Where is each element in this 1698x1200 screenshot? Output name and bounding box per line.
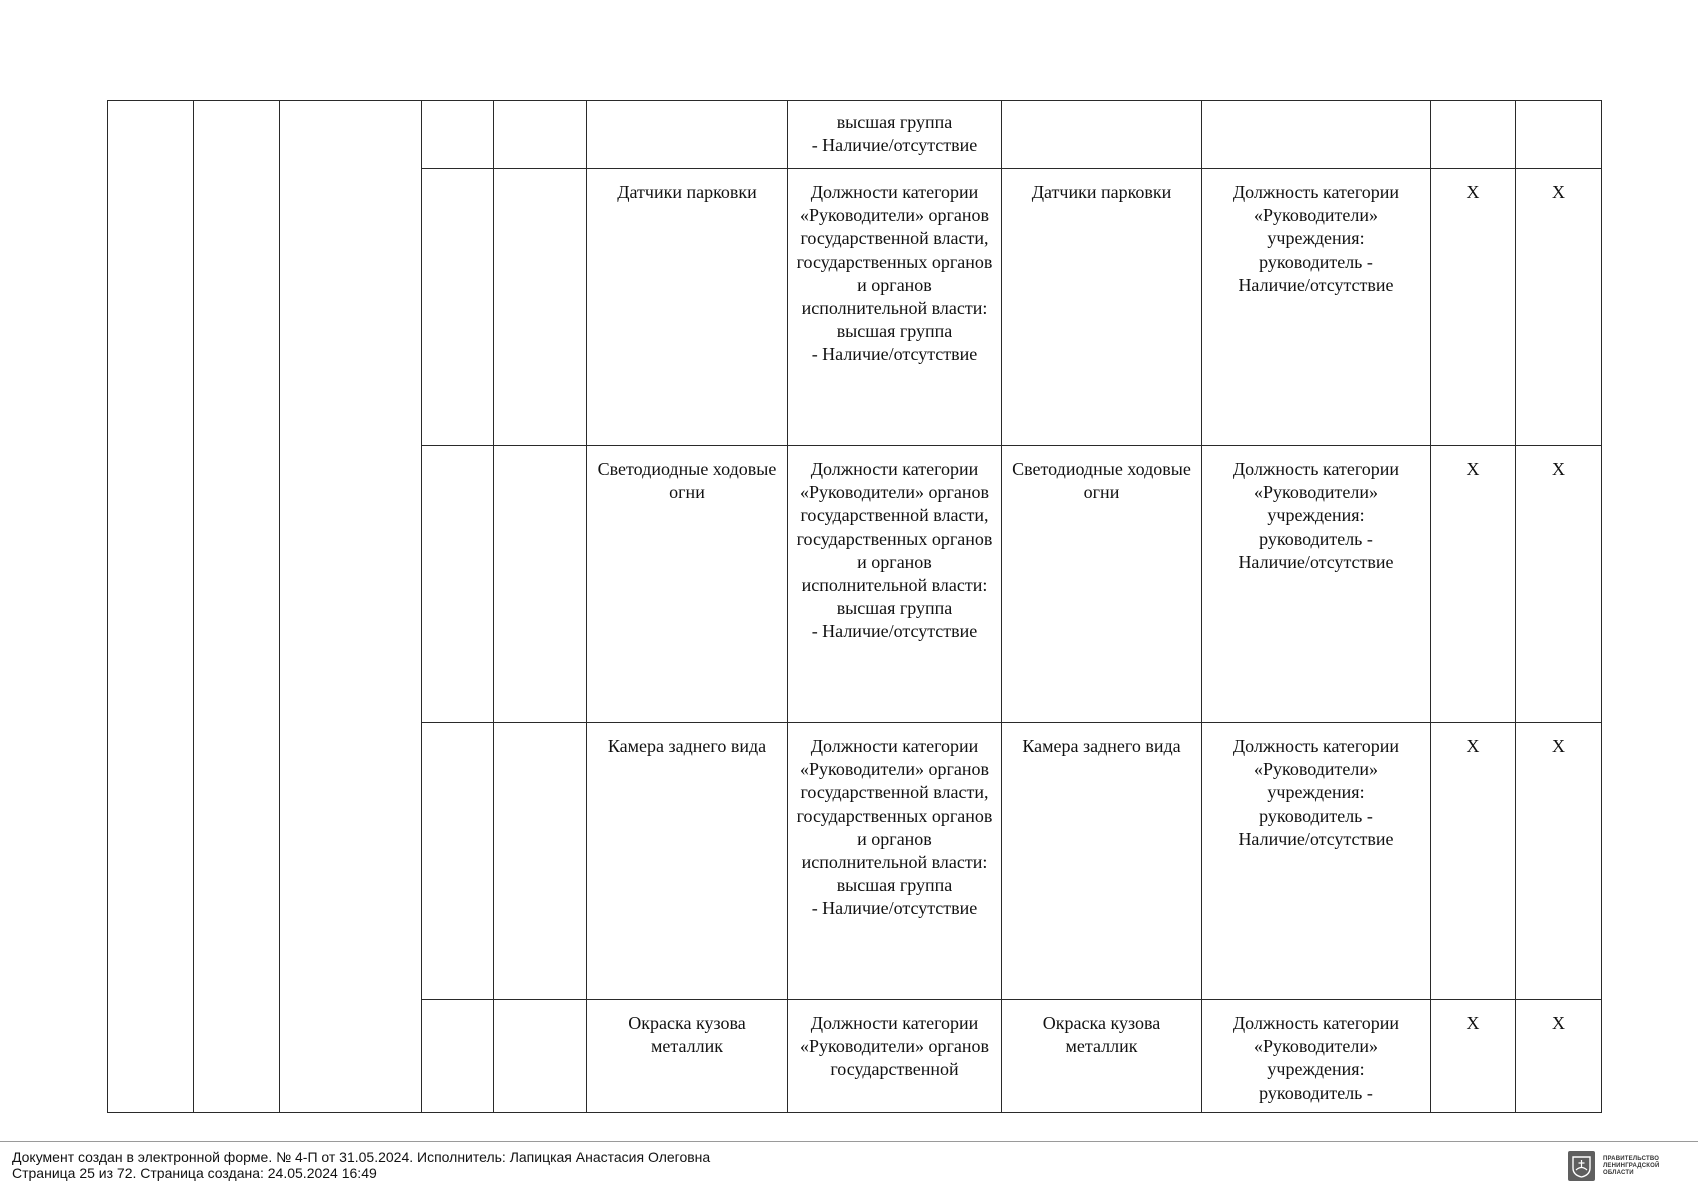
option-institution-cell: Датчики парковки [1002, 169, 1202, 446]
option-institution-cell: Камера заднего вида [1002, 723, 1202, 1000]
merged-cell-2 [194, 101, 280, 1113]
logo-text-line: ПРАВИТЕЛЬСТВО [1603, 1155, 1660, 1162]
mark-cell: Х [1431, 446, 1516, 723]
leningrad-region-emblem-icon [1568, 1151, 1595, 1181]
empty-cell [494, 1000, 587, 1113]
empty-cell [1202, 101, 1431, 169]
positions-institution-cell: Должность категории «Руководители» учреждения: руководитель - [1202, 1000, 1431, 1113]
footer-line-page-info: Страница 25 из 72. Страница создана: 24.05.2024 16:49 [12, 1165, 377, 1181]
footer-divider [0, 1141, 1698, 1142]
mark-cell: Х [1516, 1000, 1602, 1113]
empty-cell [587, 101, 788, 169]
positions-authority-cell: Должности категории «Руководители» органов государственной [788, 1000, 1002, 1113]
mark-cell: Х [1516, 169, 1602, 446]
mark-cell: Х [1516, 723, 1602, 1000]
document-footer [12, 1149, 710, 1181]
option-institution-cell: Светодиодные ходовые огни [1002, 446, 1202, 723]
option-institution-cell: Окраска кузова металлик [1002, 1000, 1202, 1113]
empty-cell [422, 723, 494, 1000]
merged-cell-3 [280, 101, 422, 1113]
requirements-table [107, 100, 1602, 1113]
mark-cell: Х [1431, 169, 1516, 446]
table-row-continuation [108, 101, 1602, 169]
empty-cell [422, 169, 494, 446]
empty-cell [494, 723, 587, 1000]
logo-text-line: ОБЛАСТИ [1603, 1169, 1634, 1176]
empty-cell [422, 1000, 494, 1113]
positions-authority-cell: Должности категории «Руководители» органов государственной власти, государственных органов и органов исполнительной власти: высшая группа - Наличие/отсутствие [788, 446, 1002, 723]
positions-authority-cell: Должности категории «Руководители» органов государственной власти, государственных органов и органов исполнительной власти: высшая группа - Наличие/отсутствие [788, 169, 1002, 446]
logo-text-line: ЛЕНИНГРАДСКОЙ [1603, 1162, 1660, 1169]
merged-cell-1 [108, 101, 194, 1113]
option-cell: Окраска кузова металлик [587, 1000, 788, 1113]
option-cell: Датчики парковки [587, 169, 788, 446]
empty-cell [494, 169, 587, 446]
position-cell-continuation: высшая группа - Наличие/отсутствие [788, 101, 1002, 169]
positions-institution-cell: Должность категории «Руководители» учреждения: руководитель - Наличие/отсутствие [1202, 723, 1431, 1000]
logo-text [1603, 1156, 1659, 1177]
empty-cell [422, 101, 494, 169]
positions-authority-cell: Должности категории «Руководители» органов государственной власти, государственных органов и органов исполнительной власти: высшая группа - Наличие/отсутствие [788, 723, 1002, 1000]
footer-line-document-info: Документ создан в электронной форме. № 4-П от 31.05.2024. Исполнитель: Лапицкая Анастасия Олеговна [12, 1149, 711, 1165]
option-cell: Светодиодные ходовые огни [587, 446, 788, 723]
empty-cell [1516, 101, 1602, 169]
empty-cell [494, 446, 587, 723]
positions-institution-cell: Должность категории «Руководители» учреждения: руководитель - Наличие/отсутствие [1202, 169, 1431, 446]
government-logo [1568, 1151, 1659, 1181]
empty-cell [1431, 101, 1516, 169]
mark-cell: Х [1431, 1000, 1516, 1113]
empty-cell [422, 446, 494, 723]
option-cell: Камера заднего вида [587, 723, 788, 1000]
positions-institution-cell: Должность категории «Руководители» учреждения: руководитель - Наличие/отсутствие [1202, 446, 1431, 723]
empty-cell [1002, 101, 1202, 169]
empty-cell [494, 101, 587, 169]
mark-cell: Х [1516, 446, 1602, 723]
mark-cell: Х [1431, 723, 1516, 1000]
